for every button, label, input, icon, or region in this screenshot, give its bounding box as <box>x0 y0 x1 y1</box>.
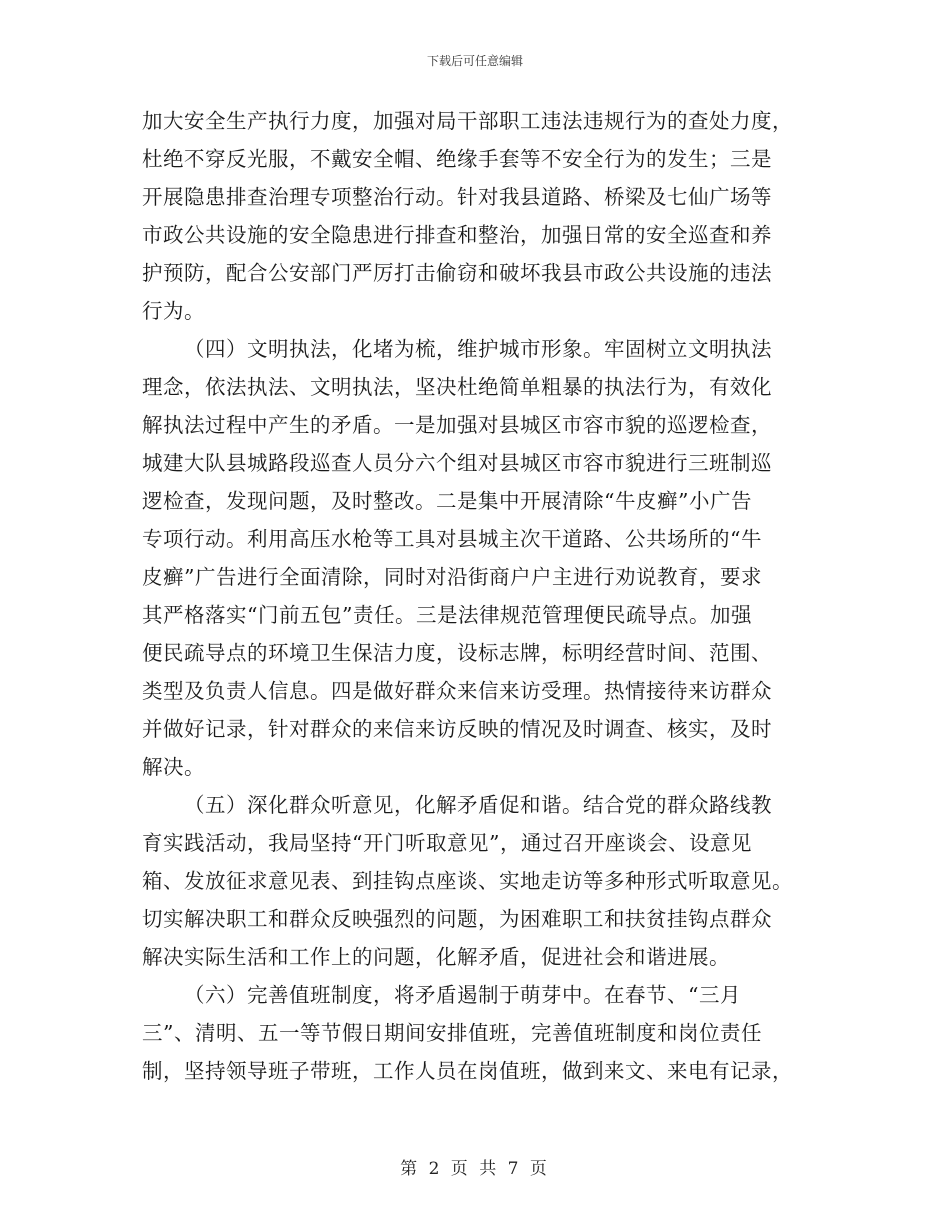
document-body <box>142 102 808 1090</box>
paragraph-4 <box>142 976 808 1090</box>
text-line: 杜绝不穿反光服，不戴安全帽、绝缘手套等不安全行为的发生；三是 <box>142 147 772 171</box>
text-line: 切实解决职工和群众反映强烈的问题，为困难职工和扶贫挂钩点群众 <box>142 907 772 931</box>
paragraph-2 <box>142 330 808 786</box>
text-line: 并做好记录，针对群众的来信来访反映的情况及时调查、核实，及时 <box>142 717 772 741</box>
text-line: 专项行动。利用高压水枪等工具对县城主次干道路、公共场所的“牛 <box>142 527 762 551</box>
text-line: 其严格落实“门前五包”责任。三是法律规范管理便民疏导点。加强 <box>142 603 752 627</box>
text-line: 理念，依法执法、文明执法，坚决杜绝简单粗暴的执法行为，有效化 <box>142 375 772 399</box>
page-footer: 第 2 页 共 7 页 <box>400 1159 550 1179</box>
text-line: （四）文明执法，化堵为梳，维护城市形象。牢固树立文明执法 <box>184 337 772 361</box>
text-line: 制，坚持领导班子带班，工作人员在岗值班，做到来文、来电有记录， <box>142 1059 793 1083</box>
page-header: 下载后可任意编辑 <box>426 54 523 68</box>
text-line: 开展隐患排查治理专项整治行动。针对我县道路、桥梁及七仙广场等 <box>142 185 772 209</box>
text-line: 城建大队县城路段巡查人员分六个组对县城区市容市貌进行三班制巡 <box>142 451 772 475</box>
paragraph-1 <box>142 102 808 330</box>
text-line: 便民疏导点的环境卫生保洁力度，设标志牌，标明经营时间、范围、 <box>142 641 772 665</box>
text-line: 三”、清明、五一等节假日期间安排值班，完善值班制度和岗位责任 <box>142 1021 762 1045</box>
text-line: 解决实际生活和工作上的问题，化解矛盾，促进社会和谐进展。 <box>142 945 730 969</box>
text-line: 育实践活动，我局坚持“开门听取意见”，通过召开座谈会、设意见 <box>142 831 752 855</box>
text-line: 行为。 <box>142 299 205 323</box>
text-line: （五）深化群众听意见，化解矛盾促和谐。结合党的群众路线教 <box>184 793 772 817</box>
text-line: 逻检查，发现问题，及时整改。二是集中开展清除“牛皮癣”小广告 <box>142 489 752 513</box>
text-line: 解决。 <box>142 755 205 779</box>
text-line: 加大安全生产执行力度，加强对局干部职工违法违规行为的查处力度， <box>142 109 793 133</box>
text-line: 皮癣”广告进行全面清除，同时对沿街商户户主进行劝说教育，要求 <box>142 565 762 589</box>
paragraph-3 <box>142 786 808 976</box>
text-line: 类型及负责人信息。四是做好群众来信来访受理。热情接待来访群众 <box>142 679 772 703</box>
text-line: 箱、发放征求意见表、到挂钩点座谈、实地走访等多种形式听取意见。 <box>142 869 793 893</box>
text-line: 护预防，配合公安部门严厉打击偷窃和破坏我县市政公共设施的违法 <box>142 261 772 285</box>
text-line: 市政公共设施的安全隐患进行排查和整治，加强日常的安全巡查和养 <box>142 223 772 247</box>
text-line: 解执法过程中产生的矛盾。一是加强对县城区市容市貌的巡逻检查， <box>142 413 772 437</box>
text-line: （六）完善值班制度，将矛盾遏制于萌芽中。在春节、“三月 <box>184 983 741 1007</box>
